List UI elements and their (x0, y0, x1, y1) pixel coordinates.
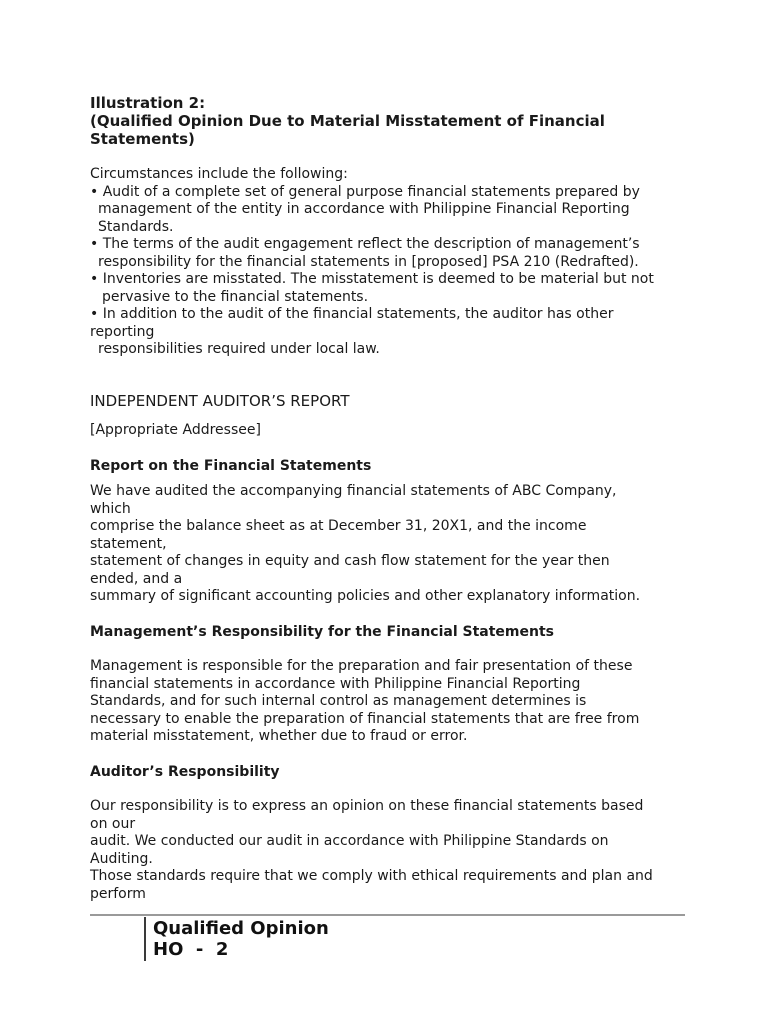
paragraph-line: which (90, 500, 131, 517)
paragraph-line: audit. We conducted our audit in accordance with Philippine Standards on (90, 833, 609, 849)
paragraph-line: financial statements in accordance with Philippine Financial Reporting (90, 675, 581, 692)
paragraph-line: statement, (90, 535, 167, 552)
section-title-auditor-responsibility: Auditor’s Responsibility (90, 763, 280, 780)
section-paragraph-auditor-responsibility (90, 798, 690, 903)
addressee: [Appropriate Addressee] (90, 422, 261, 438)
paragraph-line: ended, and a (90, 570, 183, 587)
circumstance-text: reporting (90, 323, 155, 340)
circumstance-item (90, 236, 690, 271)
section-paragraph-financial-statements (90, 483, 690, 606)
circumstance-text: responsibility for the financial statements in [proposed] PSA 210 (Redrafted). (98, 253, 639, 270)
section-paragraph-management-responsibility (90, 658, 690, 746)
circumstance-item (90, 184, 690, 237)
paragraph-line: Standards, and for such internal control as management determines is (90, 693, 587, 709)
footer-label (153, 918, 329, 960)
illustration-heading (90, 94, 690, 148)
footer-title: Qualified Opinion (153, 918, 329, 939)
circumstance-item (90, 271, 690, 306)
document-body (90, 94, 690, 903)
illustration-title-line-2: Statements) (90, 130, 195, 148)
circumstance-text: responsibilities required under local law. (98, 341, 380, 357)
paragraph-line: Those standards require that we comply with ethical requirements and plan and (90, 868, 653, 884)
paragraph-line: Management is responsible for the preparation and fair presentation of these (90, 658, 633, 674)
paragraph-line: statement of changes in equity and cash flow statement for the year then (90, 553, 610, 569)
circumstance-text: • Inventories are misstated. The misstatement is deemed to be material but not (90, 271, 654, 287)
footer-page-code: HO - 2 (153, 939, 229, 960)
circumstance-text: • In addition to the audit of the financial statements, the auditor has other (90, 306, 614, 322)
circumstance-text: pervasive to the financial statements. (102, 288, 369, 305)
circumstance-text: • Audit of a complete set of general purpose financial statements prepared by (90, 183, 640, 200)
report-title: INDEPENDENT AUDITOR’S REPORT (90, 391, 350, 410)
paragraph-line: We have audited the accompanying financial statements of ABC Company, (90, 483, 617, 499)
paragraph-line: Auditing. (90, 850, 153, 867)
illustration-label: Illustration 2: (90, 94, 206, 112)
paragraph-line: summary of significant accounting policies and other explanatory information. (90, 588, 641, 604)
section-title-management-responsibility: Management’s Responsibility for the Financial Statements (90, 623, 554, 640)
paragraph-line: on our (90, 815, 136, 832)
illustration-title-line-1: (Qualified Opinion Due to Material Misstatement of Financial (90, 112, 605, 130)
paragraph-line: Our responsibility is to express an opinion on these financial statements based (90, 798, 644, 814)
circumstance-item (90, 306, 690, 359)
paragraph-line: perform (90, 885, 146, 902)
footer-divider (90, 914, 685, 916)
paragraph-line: necessary to enable the preparation of financial statements that are free from (90, 710, 640, 727)
footer-vertical-bar (144, 917, 146, 961)
paragraph-line: material misstatement, whether due to fraud or error. (90, 728, 468, 744)
paragraph-line: comprise the balance sheet as at December 31, 20X1, and the income (90, 518, 587, 534)
circumstance-text: • The terms of the audit engagement reflect the description of management’s (90, 236, 640, 252)
circumstances-list (90, 184, 690, 359)
circumstance-text: management of the entity in accordance with Philippine Financial Reporting (98, 201, 630, 217)
circumstance-text: Standards. (98, 218, 174, 235)
circumstances-intro: Circumstances include the following: (90, 166, 348, 182)
section-title-financial-statements: Report on the Financial Statements (90, 457, 372, 474)
